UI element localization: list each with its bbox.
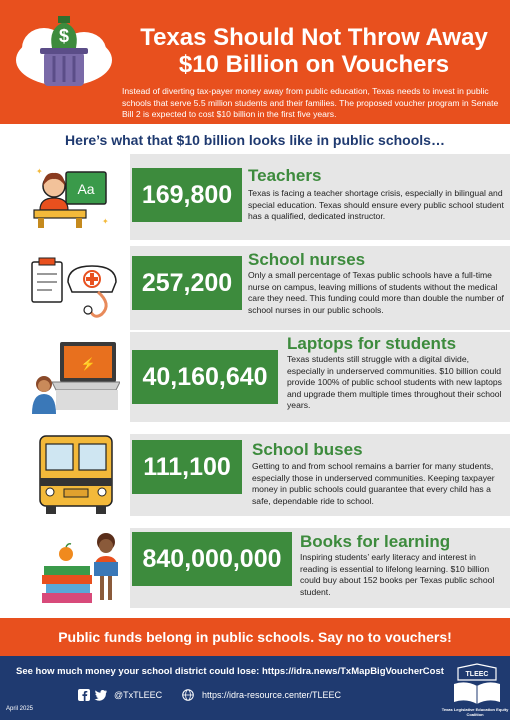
district-map-link[interactable]: See how much money your school district could lose: https://idra.news/TxMapBigVoucherCost [16,666,444,677]
buses-number: 111,100 [132,440,242,494]
item-nurses [0,246,510,330]
books-description: Inspiring students’ early literacy and interest in reading is essential to lifelong learning. $10 billion could buy about 152 books per Texas public school student. [300,552,495,597]
nurse-icon [28,252,124,324]
svg-text:⚡: ⚡ [80,357,96,371]
page-title [122,24,506,78]
teachers-number: 169,800 [132,168,242,222]
publish-date: April 2025 [6,706,34,712]
logo-name: Texas Legislative Education Equity Coalition [441,707,509,717]
nurses-title: School nurses [248,250,366,269]
website-link[interactable]: https://idra-resource.center/TLEEC [202,690,342,700]
header-banner [0,0,510,124]
social-handle[interactable]: @TxTLEEC [114,690,163,700]
svg-text:✦: ✦ [36,167,43,176]
teachers-description: Texas is facing a teacher shortage crisis, especially in bilingual and special education. Texas should ensure every public school student has a qualified, dedicated instructor. [248,188,504,222]
laptops-number: 40,160,640 [132,350,278,404]
nurses-description: Only a small percentage of Texas public schools have a full-time nurse on campus, leaving millions of students without the medical care they need. This funding could more than double the number of school nurses in our public schools. [248,270,504,315]
call-to-action-banner: Public funds belong in public schools. Say no to vouchers! [0,618,510,656]
teacher-icon [30,164,112,230]
books-number: 840,000,000 [132,532,292,586]
buses-description: Getting to and from school remains a barrier for many students, especially those in underserved communities. Keeping taxpayer money in public schools could guarantee that every child has a safe, dependable ride to school. [252,461,495,506]
buses-title: School buses [252,440,363,459]
svg-text:✦: ✦ [102,217,109,226]
board-text: Aa [77,181,95,197]
title-line-2: $10 Billion on Vouchers [178,51,450,78]
twitter-icon[interactable] [94,689,108,701]
svg-text:$: $ [58,26,70,46]
website-link-group [182,689,341,701]
globe-icon [182,689,194,701]
nurses-number: 257,200 [132,256,242,310]
laptops-description: Texas students still struggle with a digital divide, especially in underserved communities. $10 billion could provide 100% of public school students with new laptops and upgrade them multiple times throughout their school years. [287,354,502,411]
item-teachers [0,154,510,240]
laptops-title: Laptops for students [287,334,457,353]
money-trash-can-icon [14,8,114,88]
footer [0,656,510,720]
intro-heading: Here’s what that $10 billion looks like in public schools… [65,132,445,148]
logo-acronym: TLEEC [465,671,489,678]
facebook-icon[interactable] [78,689,90,701]
item-buses [0,434,510,516]
laptop-icon [30,338,120,416]
teachers-title: Teachers [248,166,322,185]
bus-icon [34,434,118,516]
item-laptops [0,332,510,422]
social-links [78,689,162,701]
item-books [0,528,510,608]
header-subtitle: Instead of diverting tax-payer money away from public education, Texas needs to invest in public schools that serve 5.5 million students and their families. The proposed voucher program in Senate Bill 2 is expected to cost $10 billion in the first five years. [122,86,499,119]
title-line-1: Texas Should Not Throw Away [140,24,488,51]
books-title: Books for learning [300,532,451,551]
books-icon [42,528,132,608]
